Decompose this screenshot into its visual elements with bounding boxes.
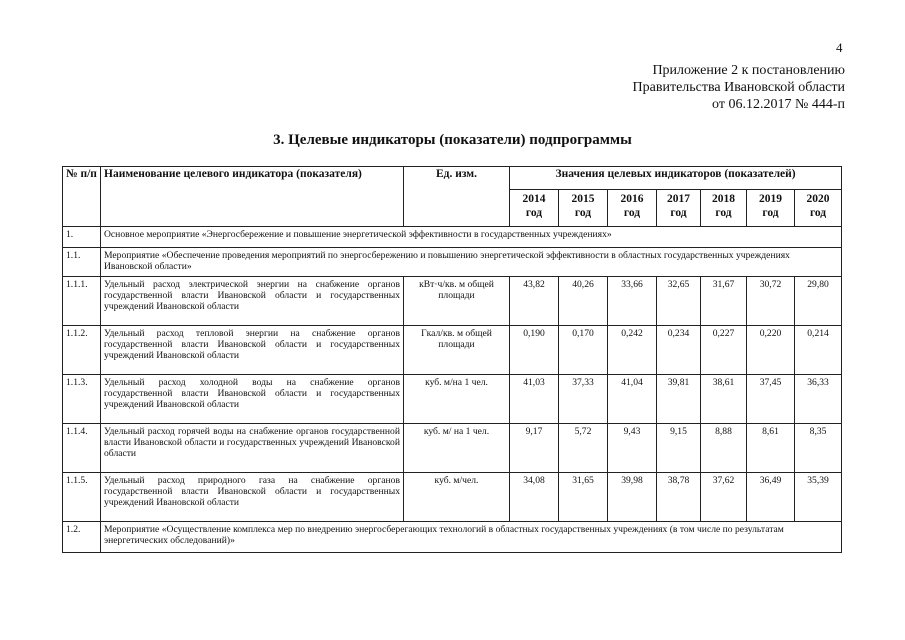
page-number: 4 xyxy=(836,40,843,55)
table-row xyxy=(63,424,842,473)
row-num: 1.1.3. xyxy=(63,375,101,424)
header-year-2018: 2018 год xyxy=(701,190,747,227)
row-value-2014: 0,190 xyxy=(510,326,559,375)
row-value-2017: 39,81 xyxy=(657,375,701,424)
header-year-2019: 2019 год xyxy=(747,190,795,227)
row-name: Удельный расход горячей воды на снабжение органов государственной власти Ивановской области и государственных учреждений Ивановской области xyxy=(101,424,404,473)
row-unit: куб. м/чел. xyxy=(404,473,510,522)
row-name: Удельный расход тепловой энергии на снабжение органов государственной власти Ивановской области и государственных учреждений Ивановской области xyxy=(101,326,404,375)
row-name: Удельный расход электрической энергии на снабжение органов государственной власти Ивановской области и государственных учреждений Ивановской области xyxy=(101,277,404,326)
row-value-2015: 31,65 xyxy=(559,473,608,522)
table-row xyxy=(63,326,842,375)
row-value-2018: 31,67 xyxy=(701,277,747,326)
row-unit: куб. м/ на 1 чел. xyxy=(404,424,510,473)
table-row xyxy=(63,473,842,522)
header-year-2016: 2016 год xyxy=(608,190,657,227)
row-value-2020: 0,214 xyxy=(795,326,842,375)
row-num: 1.1.5. xyxy=(63,473,101,522)
indicators-table xyxy=(62,166,842,553)
row-value-2019: 0,220 xyxy=(747,326,795,375)
row-unit: Гкал/кв. м общей площади xyxy=(404,326,510,375)
row-value-2015: 0,170 xyxy=(559,326,608,375)
header-values: Значения целевых индикаторов (показателей) xyxy=(510,167,842,190)
row-value-2014: 9,17 xyxy=(510,424,559,473)
row-value-2016: 33,66 xyxy=(608,277,657,326)
header-unit: Ед. изм. xyxy=(404,167,510,227)
row-value-2017: 9,15 xyxy=(657,424,701,473)
appendix-note xyxy=(633,62,845,113)
row-value-2014: 41,03 xyxy=(510,375,559,424)
row-value-2017: 32,65 xyxy=(657,277,701,326)
row-value-2020: 8,35 xyxy=(795,424,842,473)
row-num: 1.1. xyxy=(63,248,101,277)
appendix-line-2: Правительства Ивановской области xyxy=(632,80,845,95)
table-row xyxy=(63,375,842,424)
row-value-2020: 35,39 xyxy=(795,473,842,522)
row-num: 1.1.4. xyxy=(63,424,101,473)
row-value-2016: 39,98 xyxy=(608,473,657,522)
row-unit: куб. м/на 1 чел. xyxy=(404,375,510,424)
table-row xyxy=(63,277,842,326)
row-num: 1. xyxy=(63,227,101,248)
row-num: 1.1.1. xyxy=(63,277,101,326)
row-value-2020: 36,33 xyxy=(795,375,842,424)
row-value-2014: 34,08 xyxy=(510,473,559,522)
header-year-2014: 2014 год xyxy=(510,190,559,227)
appendix-line-1: Приложение 2 к постановлению xyxy=(652,63,845,78)
row-value-2019: 37,45 xyxy=(747,375,795,424)
appendix-line-3: от 06.12.2017 № 444-п xyxy=(712,97,845,112)
row-num: 1.2. xyxy=(63,522,101,553)
row-value-2015: 5,72 xyxy=(559,424,608,473)
row-value-2018: 37,62 xyxy=(701,473,747,522)
row-name: Удельный расход холодной воды на снабжение органов государственной власти Ивановской области и государственных учреждений Ивановской области xyxy=(101,375,404,424)
table-row-section xyxy=(63,522,842,553)
row-value-2019: 36,49 xyxy=(747,473,795,522)
row-num: 1.1.2. xyxy=(63,326,101,375)
row-value-2014: 43,82 xyxy=(510,277,559,326)
section-text: Мероприятие «Обеспечение проведения мероприятий по энергосбережению и повышению энергетической эффективности в областных государственных учреждениях Ивановской области» xyxy=(101,248,842,277)
header-num: № п/п xyxy=(63,167,101,227)
section-text: Основное мероприятие «Энергосбережение и повышение энергетической эффективности в государственных учреждениях» xyxy=(101,227,842,248)
page-title: 3. Целевые индикаторы (показатели) подпрограммы xyxy=(273,132,632,148)
row-value-2017: 38,78 xyxy=(657,473,701,522)
header-year-2020: 2020 год xyxy=(795,190,842,227)
row-value-2015: 40,26 xyxy=(559,277,608,326)
row-value-2016: 9,43 xyxy=(608,424,657,473)
row-value-2018: 38,61 xyxy=(701,375,747,424)
row-unit: кВт·ч/кв. м общей площади xyxy=(404,277,510,326)
table-row-section xyxy=(63,227,842,248)
row-value-2016: 0,242 xyxy=(608,326,657,375)
table-row-section xyxy=(63,248,842,277)
row-value-2020: 29,80 xyxy=(795,277,842,326)
header-name: Наименование целевого индикатора (показателя) xyxy=(101,167,404,227)
row-value-2018: 0,227 xyxy=(701,326,747,375)
row-name: Удельный расход природного газа на снабжение органов государственной власти Ивановской области и государственных учреждений Ивановской области xyxy=(101,473,404,522)
row-value-2019: 30,72 xyxy=(747,277,795,326)
row-value-2017: 0,234 xyxy=(657,326,701,375)
row-value-2015: 37,33 xyxy=(559,375,608,424)
row-value-2018: 8,88 xyxy=(701,424,747,473)
row-value-2019: 8,61 xyxy=(747,424,795,473)
section-text: Мероприятие «Осуществление комплекса мер по внедрению энергосберегающих технологий в областных государственных учреждениях (в том числе по результатам энергетических обследований)» xyxy=(101,522,842,553)
header-year-2015: 2015 год xyxy=(559,190,608,227)
row-value-2016: 41,04 xyxy=(608,375,657,424)
header-year-2017: 2017 год xyxy=(657,190,701,227)
